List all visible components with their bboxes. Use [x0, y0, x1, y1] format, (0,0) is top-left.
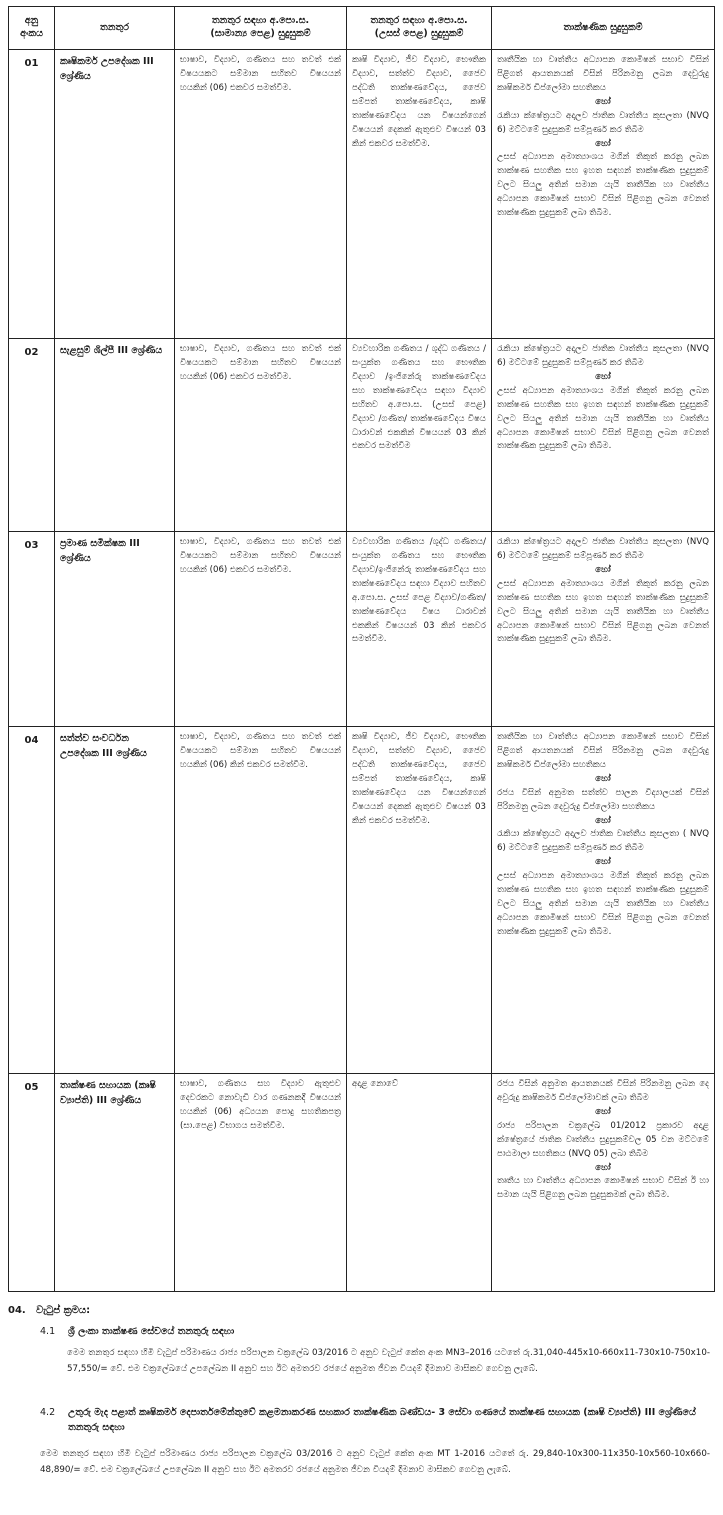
tech-option: රාජ්‍ය පරිපාලන චක්‍රලේඛ 01/2012 ප්‍රකාරව අදාළ ක්ෂේත්‍රයේ ජාතික වෘත්තීය සුදුසුකම්වල 05 වන මට්ටමේ පාඨමාලා සහතිකය (NVQ 05) ලබා තිබීම	[497, 1120, 709, 1159]
al-qualification: කෘෂි විද්‍යාව, ජීව විද්‍යාව, භෞතික විද්‍යාව, සත්ත්ව විද්‍යාව, ජෛව පද්ධති තාක්ෂණවේදය, ජෛව සම්පත් තාක්ෂණවේදය, කෘෂි තාක්ෂණවේදය යන විෂයන්ගෙන් විෂයයන් දෙකක් ඇතුළුව විෂයන් 03 කින් එකවර සමත්වීම.	[347, 727, 492, 1074]
ol-qualification: භාෂාව, ගණිතය සහ විද්‍යාව ඇතුළුව දෙවරකට නොවැඩි වාර ගණනකදී විෂයයන් හයකින් (06) අධ්‍යයන පොදු සහතිකපත්‍ර (සා.පෙළ) විභාගය සමත්වීම.	[175, 1074, 347, 1292]
or-separator: හෝ	[595, 1106, 611, 1117]
row-number: 01	[9, 50, 55, 339]
tech-option: උසස් අධ්‍යාපන අමාත්‍යාංශය මගින් තිකුත් කරනු ලබන තාක්ෂණ සහතික සහ ඉහත සඳහන් තාක්ෂණික සුදුසුකම් වලට සියලු අතින් සමාන යැයි තෘතීයික හා වෘත්තීය අධ්‍යාපන කොමිෂන් සභාව විසින් පිළිගනු ලබන වෙනත් තාක්ෂණික සුදුසුකම් ලබා තිබීම.	[497, 152, 709, 219]
tech-option: උසස් අධ්‍යාපන අමාත්‍යාංශය මගින් තිකුත් කරනු ලබන තාක්ෂණ සහතික සහ ඉහත සඳහන් තාක්ෂණික සුදුසුකම් වලට සියලු අතින් සමාන යැයි තෘතීයික හා වෘත්තීය අධ්‍යාපන කොමිෂන් සභාව විසින් පිළිගනු ලබන වෙනත් තාක්ෂණික සුදුසුකම් ලබා තිබීම.	[497, 385, 709, 452]
subsection-title: ශ්‍රී ලංකා තාක්ෂණ සේවයේ තනතුරු සඳහා	[68, 1326, 235, 1337]
table-row	[9, 727, 715, 1074]
row-number: 05	[9, 1074, 55, 1292]
al-qualification: අදාළ නොවේ	[347, 1074, 492, 1292]
tech-option: තෘතීයික හා වෘත්තීය අධ්‍යාපන කොමිෂන් සභාව විසින් පිළිගත් ආයතනයක් විසින් පිරිනමනු ලබන දෙවුරුදු කෘෂිකර්ම ඩිප්ලෝමා සහතිකය	[497, 732, 709, 770]
or-separator: හෝ	[595, 371, 611, 382]
or-separator: හෝ	[595, 138, 611, 149]
post-name: සත්ත්ව සංවර්ධන උපදේශක III ශ්‍රේණිය	[55, 727, 175, 1074]
or-separator: හෝ	[595, 773, 611, 784]
tech-option: රැකියා ක්ෂේත්‍රයට අදාලව ජාතික වෘත්තීය කුසලතා (NVQ 6) මට්ටමේ සුදුසුකම් සම්පූර්ණ කර තිබීම	[497, 110, 709, 135]
header-technical-qualifications: තාක්ෂණික සුදුසුකම්	[492, 7, 715, 50]
subsection-number: 4.1	[40, 1326, 56, 1337]
technical-qualification	[492, 339, 715, 532]
ol-qualification: භාෂාව, විද්‍යාව, ගණිතය සහ තවත් එක් විෂයයකට සම්මාන සහිතව විෂයයන් හයකින් (06) එකවර සමත්වීම.	[175, 339, 347, 532]
al-qualification: ව්‍යවහාරික ගණිතය / ශුද්ධ ගණිතය / සංයුක්ත ගණිතය සහ භෞතික විද්‍යාව /ඉංජිනේරු තාක්ෂණවේදය සහ තාක්ෂණවේදය සඳහා විද්‍යාව සහිතව අ.පො.ස. (උසස් පෙළ) විද්‍යාව /ගණිත/ තාක්ෂණවේදය විෂය ධාරාවන් එකකින් විෂයයන් 03 කින් එකවර සමත්වීම	[347, 339, 492, 532]
ol-qualification: භාෂාව, විද්‍යාව, ගණිතය සහ තවත් එක් විෂයයකට සම්මාන සහිතව විෂයයන් හයකින් (06) එකවර සමත්වීම.	[175, 50, 347, 339]
tech-option: තෘතීය හා වෘත්තීය අධ්‍යාපන කොමිෂන් සභාව විසින් ඊ හා සමාන යැයි පිළිගනු ලබන සුදුසුකමක් ලබා තිබීම.	[497, 1176, 709, 1201]
post-name: ප්‍රමාණ සමීක්ෂක III ශ්‍රේණිය	[55, 532, 175, 727]
subsection-title: උතුරු මැද පළාත් කෘෂිකර්ම දෙපාර්තමේන්තුවේ කළමනාකරණ සහකාර තාක්ෂණික බණ්ඩය- 3 සේවා ගණයේ තාක්ෂණ සහායක (කෘෂි ව්‍යාප්ති) III ශ්‍රේණියේ තනතුරු සඳහා	[68, 1407, 696, 1434]
row-number: 03	[9, 532, 55, 727]
tech-option: රැකියා ක්ෂේත්‍රයට අදාලව ජාතික වෘත්තීය කුසලතා (NVQ 6) මට්ටමේ සුදුසුකම් සම්පූර්ණ කර තිබීම	[497, 537, 709, 561]
tech-option: රැකියා ක්ෂේත්‍රයට අදාලව ජාතික වෘත්තීය කුසලතා ( NVQ 6) මට්ටමේ සුදුසුකම් සම්පූර්ණ කර තිබීම	[497, 829, 709, 854]
row-number: 04	[9, 727, 55, 1074]
subsection-4-2-heading	[40, 1405, 710, 1435]
section-heading: 04. වැටුප් ක්‍රමය:	[8, 1305, 91, 1316]
or-separator: හෝ	[595, 815, 611, 826]
qualifications-table	[8, 6, 715, 1292]
al-qualification: කෘෂි විද්‍යාව, ජීව විද්‍යාව, භෞතික විද්‍යාව, සත්ත්ව විද්‍යාව, ජෛව පද්ධති තාක්ෂණවේදය, ජෛව සම්පත් තාක්ෂණවේදය, කෘෂි තාක්ෂණවේදය යන විෂයන්ගෙන් විෂයයන් දෙකක් ඇතුළුව විෂයන් 03 කින් එකවර සමත්වීම.	[347, 50, 492, 339]
or-separator: හෝ	[595, 564, 611, 575]
section-salary-heading	[8, 1298, 714, 1317]
header-ol-qualifications: තනතුර සඳහා අ.පො.ස. (සාමාන්‍ය පෙළ) සුදුසුකම්	[175, 7, 347, 50]
tech-option: තෘතීයික හා වෘත්තීය අධ්‍යාපන කොමිෂන් සභාව විසින් පිළිගත් ආයතනයක් විසින් පිරිනමනු ලබන දෙවුරුදු කෘෂිකර්ම ඩිප්ලෝමා සහතිකය	[497, 55, 709, 93]
table-row	[9, 339, 715, 532]
tech-option: රජය විසින් අනුමත ආයතනයක් විසින් පිරිනමනු ලබන දෙ අවුරුදු කෘෂිකර්ම ඩිප්ලෝමාවක් ලබා තිබීම	[497, 1079, 709, 1103]
tech-option: රැකියා ක්ෂේත්‍රයට අදාලව ජාතික වෘත්තීය කුසලතා (NVQ 6) මට්ටමේ සුදුසුකම් සම්පූර්ණ කර තිබීම	[497, 344, 709, 368]
tech-option: උසස් අධ්‍යාපන අමාත්‍යාංශය මගින් තිකුත් කරනු ලබන තාක්ෂණ සහතික සහ ඉහත සඳහන් තාක්ෂණික සුදුසුකම් වලට සියලු අතින් සමාන යැයි තෘතීයික හා වෘත්තීය අධ්‍යාපන කොමිෂන් සභාව විසින් පිළිගනු ලබන වෙනත් තාක්ෂණික සුදුසුකම් ලබා තිබීම.	[497, 871, 709, 937]
table-row	[9, 1074, 715, 1292]
ol-qualification: භාෂාව, විද්‍යාව, ගණිතය සහ තවත් එක් විෂයයකට සම්මාන සහිතව විෂයයන් හයකින් (06) එකවර සමත්වීම.	[175, 532, 347, 727]
or-separator: හෝ	[595, 1162, 611, 1173]
table-row	[9, 50, 715, 339]
subsection-number: 4.2	[40, 1407, 56, 1418]
technical-qualification	[492, 50, 715, 339]
post-name: කෘෂිකර්ම උපදේශක III ශ්‍රේණිය	[55, 50, 175, 339]
ol-qualification: භාෂාව, විද්‍යාව, ගණිතය සහ තවත් එක් විෂයයකට සම්මාන සහිතව විෂයයන් හයකින් (06) කින් එකවර සමත්වීම.	[175, 727, 347, 1074]
tech-option: උසස් අධ්‍යාපන අමාත්‍යාංශය මගින් තිකුත් කරනු ලබන තාක්ෂණ සහතික සහ ඉහත සඳහන් තාක්ෂණික සුදුසුකම් වලට සියලු අතින් සමාන යැයි තෘතීයික හා වෘත්තීය අධ්‍යාපන කොමිෂන් සභාව විසින් පිළිගනු ලබන වෙනත් තාක්ෂණික සුදුසුකම් ලබා තිබීම.	[497, 578, 709, 645]
technical-qualification	[492, 1074, 715, 1292]
or-separator: හෝ	[595, 96, 611, 107]
row-number: 02	[9, 339, 55, 532]
subsection-4-1-heading	[40, 1324, 710, 1339]
tech-option: රජය විසින් අනුමත සත්ත්ව පාලන විද්‍යාලයක් විසින් පිරිනමනු ලබන දෙවුරුදු ඩිප්ලෝමා සහතිකය	[497, 787, 709, 812]
header-serial-no: අනු අංකය	[9, 7, 55, 50]
subsection-4-1-text: මෙම තනතුර සඳහා හිමි වැටුප් පරිමාණය රාජ්‍ය පරිපාලන චක්‍රලේඛ 03/2016 ට අනුව වැටුප් කේත අංක MN3–2016 යටතේ රු.31,040-445x10-660x11-730x10-750x10-57,550/= වේ. එම චක්‍රලේඛයේ උපලේඛන II අනුව සහ ඊට අමතරව රජයේ අනුමත ජීවන වියදම් දීමනාව මාසිකව ගෙවනු ලැබේ.	[67, 1348, 710, 1375]
subsection-4-2-text: මෙම තනතුර සඳහා හිමි වැටුප් පරිමාණය රාජ්‍ය පරිපාලන චක්‍රලේඛ 03/2016 ට අනුව වැටුප් කේත අංක MT 1-2016 යටතේ රු. 29,840-10x300-11x350-10x560-10x660-48,890/= වේ. එම චක්‍රලේඛයේ උපලේඛන II අනුව සහ ඊට අමතරව රජයේ අනුමත ජීවන වියදම් දීමනාව මාසිකව ගෙවනු ලැබේ.	[40, 1449, 710, 1476]
technical-qualification	[492, 727, 715, 1074]
table-header-row	[9, 7, 715, 50]
header-al-qualifications: තනතුර සඳහා අ.පො.ස. (උසස් පෙළ) සුදුසුකම්	[347, 7, 492, 50]
header-post: තනතුර	[55, 7, 175, 50]
or-separator: හෝ	[595, 857, 611, 868]
post-name: තාක්ෂණ සහායක (කෘෂි ව්‍යාප්ති) III ශ්‍රේණිය	[55, 1074, 175, 1292]
al-qualification: ව්‍යවහාරික ගණිතය /ශුද්ධ ගණිතය/සංයුක්ත ගණිතය සහ භෞතික විද්‍යාව/ඉංජිනේරු තාක්ෂණවේදය සහ තාක්ෂණවේදය සඳහා විද්‍යාව සහිතව අ.පො.ස. උසස් පෙළ විද්‍යාව/ගණිත/තාක්ෂණවේදය විෂය ධාරාවන් එකකින් විෂයයන් 03 කින් එකවර සමත්වීම.	[347, 532, 492, 727]
table-row	[9, 532, 715, 727]
post-name: සැළසුම් ශිල්පී III ශ්‍රේණිය	[55, 339, 175, 532]
technical-qualification	[492, 532, 715, 727]
